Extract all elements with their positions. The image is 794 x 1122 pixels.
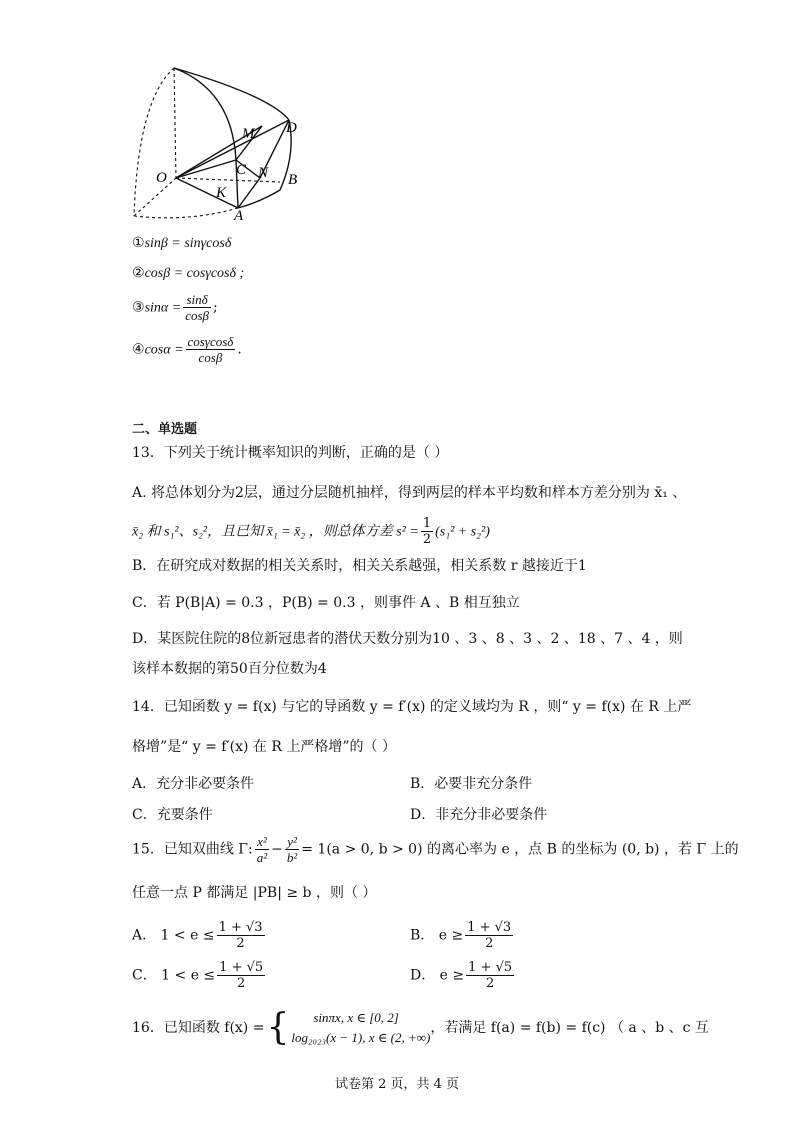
formula-3: [132, 292, 218, 323]
formula-3-tail: ;: [213, 299, 218, 316]
formula-4-lhs: cosα =: [144, 342, 184, 358]
q15-frac-x: [255, 834, 269, 865]
q15-c-fraction: [217, 960, 265, 991]
q13-a2-num: 1: [422, 516, 432, 531]
formula-3-lhs: sinα =: [144, 300, 182, 316]
formula-4-num: cosγcosδ: [187, 334, 234, 349]
q16-post: ，若满足 f(a) = f(b) = f(c) （ a 、b 、c 互: [430, 1020, 709, 1036]
q15-stem-line2: 任意一点 P 都满足 |PB| ≥ b ，则（ ）: [132, 885, 377, 901]
formula-2-text: cosβ = cosγcosδ ;: [144, 266, 245, 281]
q13-stem: 13．下列关于统计概率知识的判断，正确的是（ ）: [132, 445, 449, 461]
q15-frac-x-den: a²: [256, 850, 268, 865]
q14-option-b: B．必要非充分条件: [410, 776, 533, 792]
q15-minus: −: [271, 841, 283, 858]
q13-option-a-line1: A. 将总体划分为2层，通过分层随机抽样，得到两层的样本平均数和样本方差分别为 x̄₁ 、: [132, 485, 687, 501]
formula-4-fraction: [186, 334, 236, 365]
formula-3-marker: ③: [132, 299, 145, 316]
formula-2: [132, 264, 244, 283]
q15-d-fraction: [466, 960, 514, 991]
q15-a-fraction: [217, 920, 265, 951]
q13-a2-fraction: [421, 516, 433, 547]
q15-frac-y-num: y²: [285, 834, 299, 850]
formula-4-marker: ④: [132, 341, 145, 358]
label-K: K: [216, 185, 227, 201]
q13-option-d-line2: 该样本数据的第50百分位数为4: [132, 661, 327, 677]
q15-frac-x-num: x²: [255, 834, 269, 850]
q13-option-d-line1: D．某医院住院的8位新冠患者的潜伏天数分别为10 、3 、8 、3 、2 、18 、7 、4 ，则: [132, 631, 683, 647]
formula-2-marker: ②: [132, 265, 145, 281]
q15-option-a: [132, 920, 267, 951]
q15-option-c: [132, 960, 267, 991]
q13-a2-den: 2: [422, 532, 432, 547]
q14-stem-line1: 14．已知函数 y = f(x) 与它的导函数 y = f′(x) 的定义域均为 R ，则“ y = f(x) 在 R 上严: [132, 699, 692, 715]
label-B: B: [288, 172, 298, 188]
sphere-sector-diagram: [120, 60, 310, 232]
q13-option-b: B．在研究成对数据的相关关系时，相关关系越强，相关系数 r 越接近于1: [132, 558, 587, 574]
q15-c-den: 2: [237, 976, 246, 991]
q15-option-d: [410, 960, 516, 991]
formula-3-num: sinδ: [183, 292, 211, 308]
formula-3-fraction: [183, 292, 211, 323]
q15-d-pre: D． e ≥: [410, 967, 465, 984]
q15-b-pre: B． e ≥: [410, 927, 464, 944]
q16-stem: [132, 1008, 709, 1048]
q15-d-num: 1 + √5: [468, 960, 513, 975]
q16-case-1: sinπx, x ∈ [0, 2]: [313, 1010, 399, 1025]
q14-option-c: C．充要条件: [132, 807, 213, 823]
q15-c-pre: C． 1 < e ≤: [132, 967, 216, 984]
q14-option-d: D．非充分非必要条件: [410, 807, 548, 823]
formula-1: [132, 234, 231, 253]
q15-stem-pre: 15．已知双曲线 Γ:: [132, 841, 253, 858]
label-C: C: [236, 162, 247, 178]
formula-4: [132, 334, 242, 365]
q15-b-den: 2: [485, 936, 494, 951]
q15-d-den: 2: [485, 976, 495, 991]
q15-stem-line1: [132, 834, 739, 865]
q15-a-pre: A． 1 < e ≤: [132, 927, 215, 944]
label-M: M: [242, 126, 255, 142]
q14-stem-line2: 格增”是“ y = f′(x) 在 R 上严格增”的（ ）: [132, 739, 396, 755]
formula-1-text: sinβ = sinγcosδ: [144, 236, 232, 251]
formula-4-tail: .: [237, 341, 242, 358]
label-O: O: [156, 170, 167, 186]
q16-cases: [291, 1008, 430, 1048]
label-N: N: [258, 165, 269, 181]
q15-a-den: 2: [236, 936, 245, 951]
q13-option-c: C．若 P(B|A) = 0.3 ，P(B) = 0.3 ，则事件 A 、B 相互独立: [132, 595, 520, 611]
q16-pre: 16．已知函数 f(x) =: [132, 1020, 265, 1036]
geometry-figure: [120, 60, 310, 232]
q13-a2-post: (s₁² + s₂²): [435, 524, 490, 540]
q15-a-num: 1 + √3: [218, 920, 263, 935]
q15-stem-post: = 1(a > 0, b > 0) 的离心率为 e ，点 B 的坐标为 (0, b) ，若 Γ 上的: [301, 841, 739, 858]
q16-case-2: log₂₀₂₃(x − 1), x ∈ (2, +∞): [291, 1030, 431, 1045]
q15-frac-y-den: b²: [286, 850, 298, 865]
q15-b-num: 1 + √3: [467, 920, 512, 935]
q15-b-fraction: [465, 920, 513, 951]
section-title: 二、单选题: [132, 422, 198, 437]
q15-frac-y: [285, 834, 299, 865]
formula-4-den: cosβ: [198, 350, 223, 365]
q16-brace: {: [266, 1007, 290, 1048]
q13-a2-pre: x̄₂ 和 s₁²、s₂²，且已知 x̄₁ = x̄₂ ，则总体方差 s² =: [132, 524, 419, 540]
label-A: A: [234, 208, 244, 224]
q14-option-a: A．充分非必要条件: [132, 776, 255, 792]
page-footer: 试卷第 2 页，共 4 页: [334, 1077, 460, 1092]
q13-option-a-line2: [132, 516, 490, 547]
formula-3-den: cosβ: [185, 308, 210, 323]
q15-c-num: 1 + √5: [219, 960, 264, 975]
formula-1-marker: ①: [132, 235, 145, 251]
q15-option-b: [410, 920, 515, 951]
label-D: D: [286, 120, 297, 136]
